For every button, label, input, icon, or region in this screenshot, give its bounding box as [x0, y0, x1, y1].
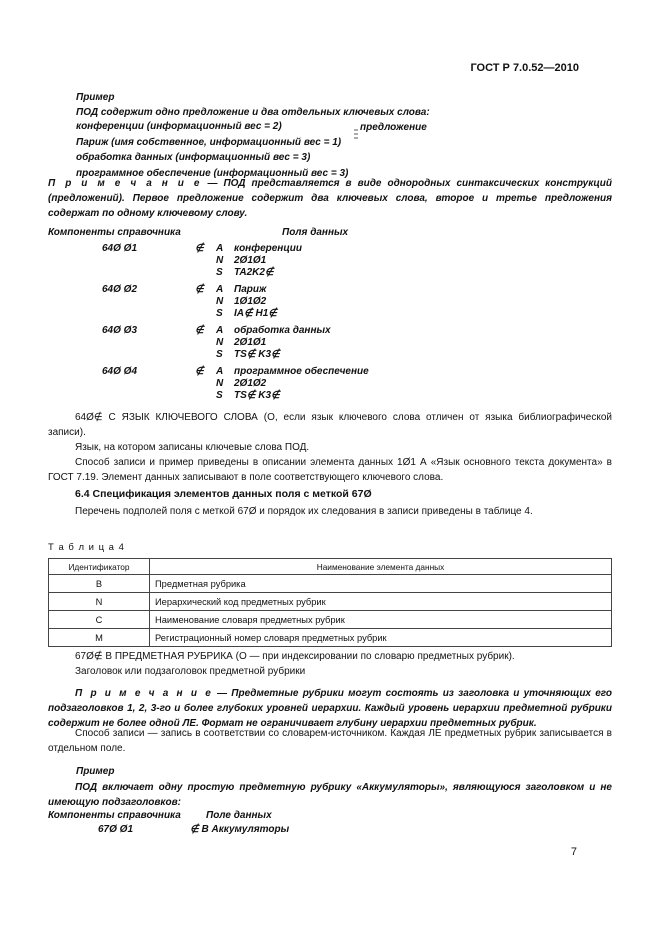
subfield-code: N — [216, 296, 224, 307]
table-row — [49, 611, 612, 629]
name-cell: Регистрационный номер словаря предметных рубрик — [150, 629, 612, 647]
subfield-value: Париж — [234, 284, 267, 295]
components-header-left: Компоненты справочника — [48, 810, 181, 821]
component-tag: 64Ø Ø2 — [102, 284, 138, 295]
subfield-value: 2Ø1Ø1 — [234, 337, 267, 348]
paragraph-640c: 64Ø∉ C ЯЗЫК КЛЮЧЕВОГО СЛОВА (О, если язык ключевого слова отличен от языка библиографической записи). — [48, 412, 612, 438]
note-block — [48, 686, 612, 731]
identifier-cell: N — [49, 593, 150, 611]
indicator-symbol: ∉ — [195, 284, 204, 295]
document-header: ГОСТ Р 7.0.52—2010 — [470, 62, 579, 74]
subfield-value: ∉ B Аккумуляторы — [190, 824, 290, 835]
identifier-cell: С — [49, 611, 150, 629]
table-row — [49, 575, 612, 593]
note-text: — Предметные рубрики могут состоять из заголовка и уточняющих его подзаголовков 1, 2, 3-го и более глубоких уровней иерархии. Каждый уровень иерархии предметной рубрики содержит не более одной ЛЕ. Формат не ограничивает глубину иерархии предметных рубрик. — [48, 688, 612, 729]
note-label: П р и м е ч а н и е — [75, 688, 213, 699]
components-header-right: Поле данных — [206, 810, 272, 821]
sentence-label: предложение — [360, 122, 427, 133]
example-keyword-line: конференции (информационный вес = 2) — [76, 121, 282, 132]
component-tag: 64Ø Ø4 — [102, 366, 138, 377]
example-title: Пример — [76, 766, 115, 777]
note-label: П р и м е ч а н и е — [48, 178, 202, 189]
section-heading: 6.4 Спецификация элементов данных поля с меткой 67Ø — [75, 488, 372, 500]
indicator-symbol: ∉ — [195, 325, 204, 336]
page-number: 7 — [570, 846, 577, 858]
name-cell: Иерархический код предметных рубрик — [150, 593, 612, 611]
subfield-value: TS∉ K3∉ — [234, 390, 280, 401]
subfield-code: A — [216, 325, 224, 336]
example-keyword-line: программное обеспечение (информационный вес = 3) — [76, 167, 349, 179]
subfield-code: S — [216, 308, 223, 319]
components-header-right: Поля данных — [282, 227, 349, 238]
name-cell: Предметная рубрика — [150, 575, 612, 593]
paragraph-670b: 67Ø∉ B ПРЕДМЕТНАЯ РУБРИКА (О — при индексировании по словарю предметных рубрик). — [75, 651, 515, 662]
subfield-value: TS∉ K3∉ — [234, 349, 280, 360]
indicator-symbol: ∉ — [195, 366, 204, 377]
paragraph-language: Язык, на котором записаны ключевые слова ПОД. — [75, 442, 310, 453]
subfield-code: N — [216, 378, 224, 389]
subfield-value: программное обеспечение — [234, 366, 369, 377]
indicator-symbol: ∉ — [195, 243, 204, 254]
subfield-value: IA∉ H1∉ — [234, 308, 277, 319]
subfield-code: S — [216, 390, 223, 401]
example-keyword-line: обработка данных (информационный вес = 3) — [76, 152, 311, 163]
table-row — [49, 629, 612, 647]
subfield-code: S — [216, 267, 223, 278]
subfield-code: N — [216, 337, 224, 348]
subfield-code: A — [216, 366, 224, 377]
subfield-value: 2Ø1Ø2 — [234, 378, 267, 389]
identifier-cell: В — [49, 575, 150, 593]
example-keyword-list — [76, 119, 348, 181]
example-title: Пример — [76, 92, 115, 103]
table-header-row — [49, 559, 612, 575]
subfield-value: 2Ø1Ø1 — [234, 255, 267, 266]
example-text: ПОД включает одну простую предметную рубрику «Аккумуляторы», являющуюся заголовком и не имеющую подзаголовков: — [48, 782, 612, 808]
example-intro: ПОД содержит одно предложение и два отдельных ключевых слова: — [76, 107, 430, 118]
component-tag: 67Ø Ø1 — [98, 824, 134, 835]
component-tag: 64Ø Ø3 — [102, 325, 138, 336]
paragraph-recording-method: Способ записи — запись в соответствии со словарем-источником. Каждая ЛЕ предметных рубрик записывается в отдельном поле. — [48, 728, 612, 754]
component-tag: 64Ø Ø1 — [102, 243, 138, 254]
example-keyword-line: Париж (имя собственное, информационный вес = 1) — [76, 136, 342, 148]
table-4 — [48, 558, 612, 647]
sentence-bracket-icon — [353, 118, 359, 168]
column-header-name: Наименование элемента данных — [150, 559, 612, 575]
subfield-code: A — [216, 243, 224, 254]
table-caption: Т а б л и ц а 4 — [48, 542, 125, 553]
note-block — [48, 176, 612, 221]
note-text: — ПОД представляется в виде однородных синтаксических конструкций (предложений). Первое предложение содержит два ключевых слова, второе и третье предложения содержат по одному ключевому слову. — [48, 178, 612, 219]
subfield-code: A — [216, 284, 224, 295]
subfield-value: конференции — [234, 243, 303, 254]
column-header-identifier: Идентификатор — [49, 559, 150, 575]
table-row — [49, 593, 612, 611]
subfield-value: обработка данных — [234, 325, 331, 336]
identifier-cell: М — [49, 629, 150, 647]
paragraph-heading-desc: Заголовок или подзаголовок предметной рубрики — [75, 666, 306, 677]
subfield-value: 1Ø1Ø2 — [234, 296, 267, 307]
subfield-code: N — [216, 255, 224, 266]
section-text: Перечень подполей поля с меткой 67Ø и порядок их следования в записи приведены в таблице 4. — [75, 506, 533, 517]
subfield-value: TA2K2∉ — [234, 267, 274, 278]
name-cell: Наименование словаря предметных рубрик — [150, 611, 612, 629]
subfield-code: S — [216, 349, 223, 360]
components-header-left: Компоненты справочника — [48, 227, 181, 238]
paragraph-method: Способ записи и пример приведены в описании элемента данных 1Ø1 А «Язык основного текста документа» в ГОСТ 7.19. Элемент данных записывают в поле соответствующего ключевого слова. — [48, 457, 612, 483]
